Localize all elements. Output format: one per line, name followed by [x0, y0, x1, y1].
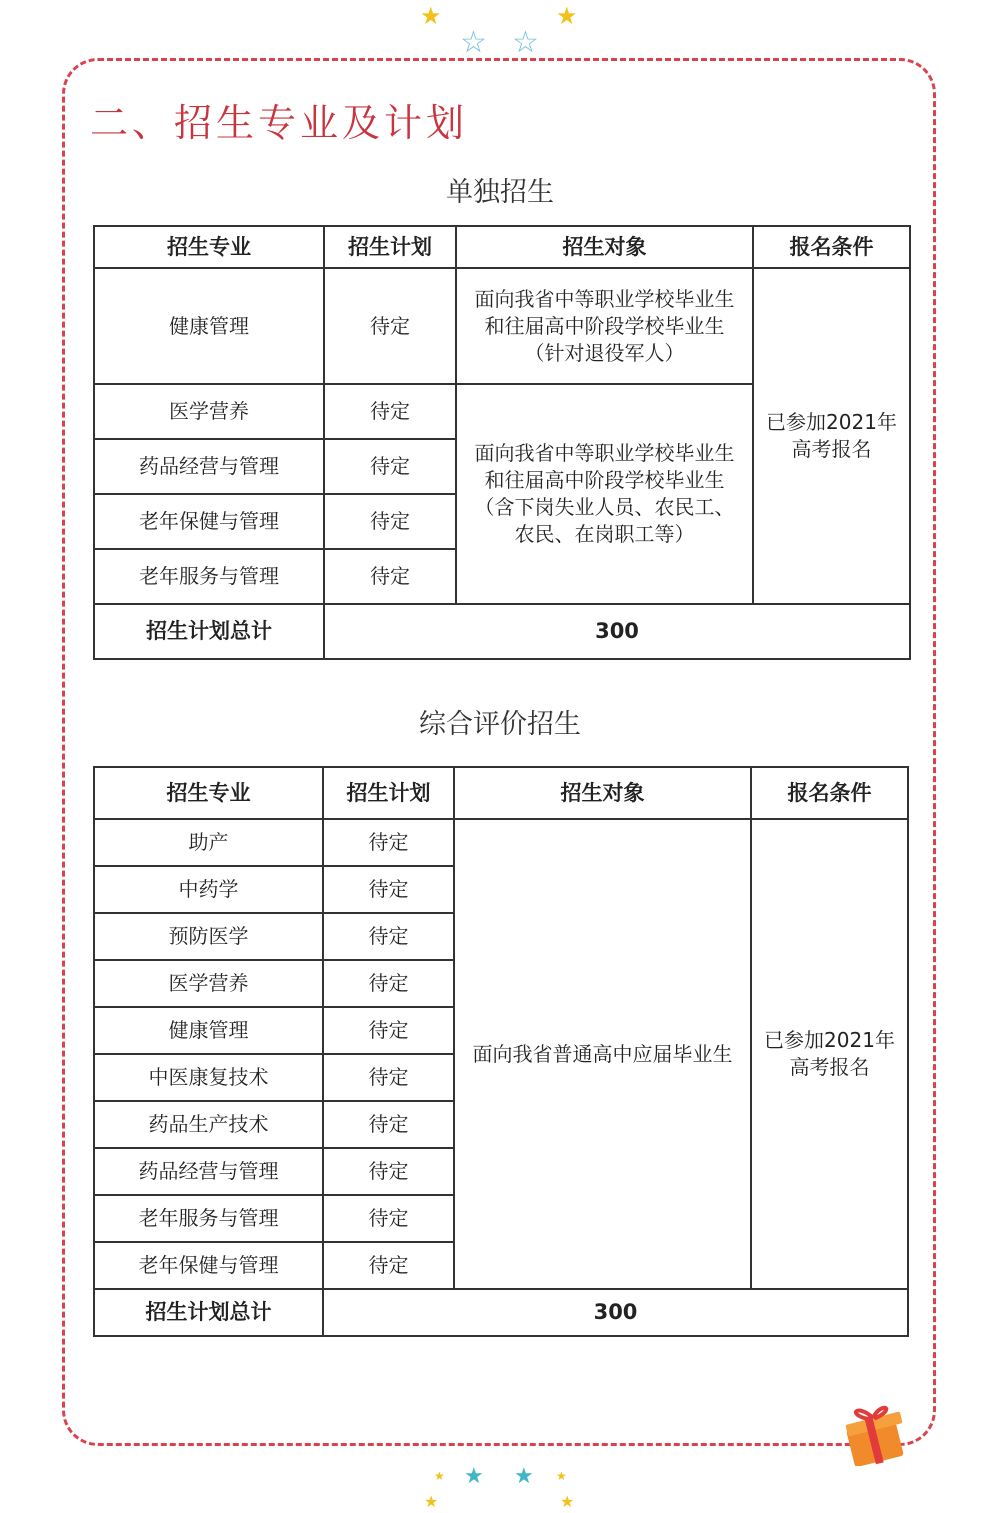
star-icon: ★ [556, 2, 578, 30]
single-admission-table [93, 225, 911, 660]
plan-cell: 待定 [324, 494, 456, 549]
major-cell: 中药学 [94, 866, 323, 913]
star-outline-icon: ☆ [512, 25, 539, 60]
major-cell: 医学营养 [94, 384, 324, 439]
star-icon: ★ [434, 1469, 445, 1483]
section-title: 二、招生专业及计划 [90, 101, 469, 145]
plan-cell: 待定 [323, 913, 454, 960]
plan-cell: 待定 [324, 439, 456, 494]
plan-cell: 待定 [323, 1054, 454, 1101]
major-cell: 老年保健与管理 [94, 1242, 323, 1289]
star-icon: ★ [420, 2, 442, 30]
table-total-row [94, 604, 910, 659]
table-row [94, 819, 908, 866]
major-cell: 药品经营与管理 [94, 439, 324, 494]
header-condition: 报名条件 [751, 767, 908, 819]
target-line: 面向我省中等职业学校毕业生 [474, 441, 735, 465]
star-icon: ★ [514, 1464, 534, 1489]
table-row [94, 268, 910, 384]
target-line: （含下岗失业人员、农民工、 [474, 495, 735, 519]
plan-cell: 待定 [323, 1007, 454, 1054]
plan-cell: 待定 [323, 1242, 454, 1289]
plan-cell: 待定 [323, 1101, 454, 1148]
header-major: 招生专业 [94, 226, 324, 268]
major-cell: 老年服务与管理 [94, 549, 324, 604]
major-cell: 药品经营与管理 [94, 1148, 323, 1195]
header-condition: 报名条件 [753, 226, 910, 268]
header-target: 招生对象 [454, 767, 751, 819]
condition-cell [751, 819, 908, 1289]
major-cell: 老年服务与管理 [94, 1195, 323, 1242]
star-icon: ★ [424, 1492, 439, 1511]
major-cell: 健康管理 [94, 1007, 323, 1054]
header-major: 招生专业 [94, 767, 323, 819]
star-icon: ★ [464, 1464, 484, 1489]
header-plan: 招生计划 [324, 226, 456, 268]
target-line: 和往届高中阶段学校毕业生 [484, 313, 725, 338]
plan-cell: 待定 [324, 549, 456, 604]
gift-icon [838, 1400, 910, 1466]
plan-cell: 待定 [324, 268, 456, 384]
target-cell [456, 384, 753, 604]
target-line: 农民、在岗职工等） [514, 522, 695, 546]
target-line: 面向我省中等职业学校毕业生 [474, 286, 735, 311]
major-cell: 药品生产技术 [94, 1101, 323, 1148]
total-label: 招生计划总计 [94, 1289, 323, 1336]
major-cell: 医学营养 [94, 960, 323, 1007]
plan-cell: 待定 [324, 384, 456, 439]
target-cell: 面向我省普通高中应届毕业生 [454, 819, 751, 1289]
major-cell: 健康管理 [94, 268, 324, 384]
plan-cell: 待定 [323, 1148, 454, 1195]
table2-caption: 综合评价招生 [419, 709, 581, 740]
target-cell [456, 268, 753, 384]
condition-line: 已参加2021年 [766, 410, 897, 434]
target-line: （针对退役军人） [524, 340, 685, 365]
table1-caption: 单独招生 [446, 177, 554, 208]
condition-line: 高考报名 [789, 1055, 870, 1079]
comprehensive-admission-table [93, 766, 909, 1337]
plan-cell: 待定 [323, 866, 454, 913]
plan-cell: 待定 [323, 1195, 454, 1242]
major-cell: 老年保健与管理 [94, 494, 324, 549]
star-icon: ★ [556, 1469, 567, 1483]
total-label: 招生计划总计 [94, 604, 324, 659]
header-plan: 招生计划 [323, 767, 454, 819]
condition-line: 高考报名 [791, 437, 872, 461]
star-icon: ★ [560, 1492, 575, 1511]
table-total-row [94, 1289, 908, 1336]
major-cell: 中医康复技术 [94, 1054, 323, 1101]
major-cell: 预防医学 [94, 913, 323, 960]
plan-cell: 待定 [323, 960, 454, 1007]
star-outline-icon: ☆ [460, 25, 487, 60]
condition-cell [753, 268, 910, 604]
table-header-row [94, 767, 908, 819]
header-target: 招生对象 [456, 226, 753, 268]
major-cell: 助产 [94, 819, 323, 866]
total-value: 300 [324, 604, 910, 659]
target-line: 和往届高中阶段学校毕业生 [484, 468, 725, 492]
table-header-row [94, 226, 910, 268]
condition-line: 已参加2021年 [764, 1028, 895, 1052]
plan-cell: 待定 [323, 819, 454, 866]
total-value: 300 [323, 1289, 908, 1336]
